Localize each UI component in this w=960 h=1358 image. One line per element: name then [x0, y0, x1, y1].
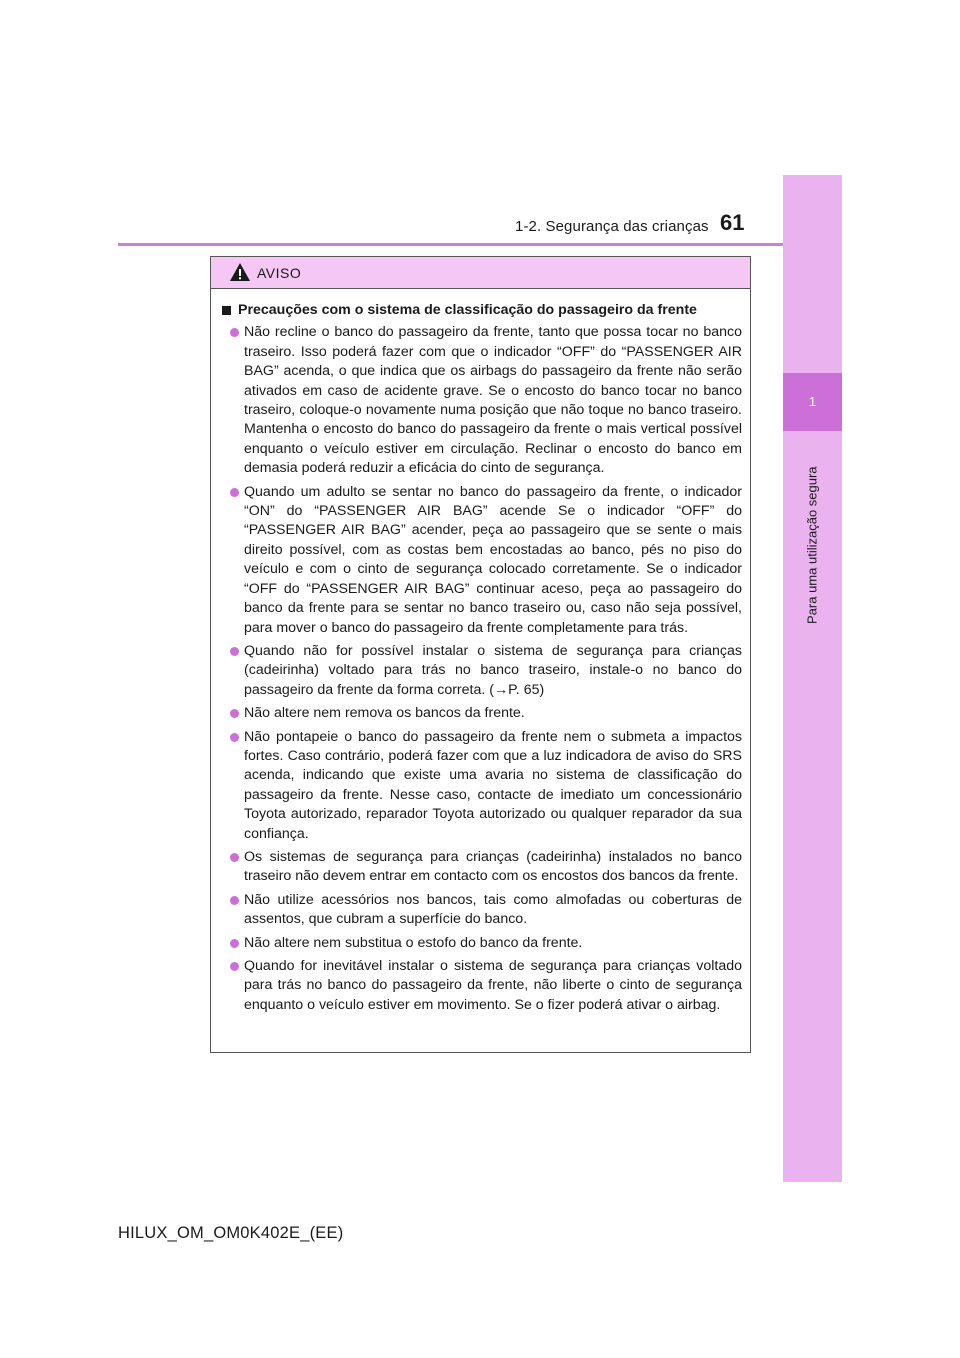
warning-item-text: Não altere nem substitua o estofo do banco da frente. [244, 934, 583, 951]
bullet-dot-icon [230, 962, 239, 971]
warning-item [220, 323, 742, 478]
bullet-dot-icon [230, 328, 239, 337]
page-number: 61 [720, 210, 745, 235]
warning-item-text: Não recline o banco do passageiro da frente, tanto que possa tocar no banco traseiro. Isso poderá fazer com que o indicador “OFF” do “PASSENGER AIR BAG” acenda, o que indica que os airbags do passageiro da frente não serão ativados em caso de acidente grave. Se o encosto do banco tocar no banco traseiro, coloque-o novamente numa posição que não toque no banco traseiro. Mantenha o encosto do banco do passageiro da frente o mais vertical possível enquanto o veículo estiver em circulação. Reclinar o encosto do banco em demasia poderá reduzir a eficácia do cinto de segurança. [244, 324, 742, 477]
warning-item-text: Quando não for possível instalar o sistema de segurança para crianças (cadeirinha) voltado para trás no banco traseiro, instale-o no banco do passageiro da frente da forma correta. (→P. 65) [244, 642, 742, 698]
warning-item [220, 728, 742, 844]
side-tab-chapter: 1 [783, 373, 842, 431]
bullet-dot-icon [230, 733, 239, 742]
warning-item [220, 957, 742, 1015]
warning-item-text: Quando um adulto se sentar no banco do passageiro da frente, o indicador “ON” do “PASSENGER AIR BAG” acende Se o indicador “OFF” do “PASSENGER AIR BAG” acender, peça ao passageiro que se sente o mais direito possível, com as costas bem encostadas ao banco, pés no piso do veículo e com o cinto de segurança colocado corretamente. Se o indicador “OFF do “PASSENGER AIR BAG” continuar aceso, peça ao passageiro do banco da frente para se sentar no banco traseiro ou, caso não seja possível, para mover o banco do passageiro da frente completamente para trás. [244, 483, 742, 636]
warning-section-title [220, 301, 742, 320]
section-header: 1-2. Segurança das crianças [515, 218, 709, 235]
warning-list [220, 323, 742, 1015]
bullet-dot-icon [230, 853, 239, 862]
warning-item [220, 704, 742, 723]
warning-item [220, 483, 742, 638]
bullet-dot-icon [230, 939, 239, 948]
warning-item-text: Não utilize acessórios nos bancos, tais como almofadas ou coberturas de assentos, que cubram a superfície do banco. [244, 891, 742, 928]
warning-item [220, 934, 742, 953]
document-code: HILUX_OM_OM0K402E_(EE) [118, 1224, 344, 1242]
warning-item [220, 891, 742, 930]
bullet-dot-icon [230, 896, 239, 905]
bullet-dot-icon [230, 709, 239, 718]
warning-section-title-text: Precauções com o sistema de classificação do passageiro da frente [238, 302, 697, 318]
square-bullet-icon [222, 306, 231, 315]
warning-title: AVISO [257, 265, 302, 281]
side-tab-label: Para uma utilização segura [804, 466, 820, 624]
warning-body [211, 289, 750, 1015]
warning-item-text: Quando for inevitável instalar o sistema de segurança para crianças voltado para trás no banco do passageiro da frente, não liberte o cinto de segurança enquanto o veículo estiver em movimento. Se o fizer poderá ativar o airbag. [244, 958, 742, 1013]
bullet-dot-icon [230, 647, 239, 656]
warning-item-text: Não pontapeie o banco do passageiro da frente nem o submeta a impactos fortes. Caso contrário, poderá fazer com que a luz indicadora de aviso do SRS acenda, indicando que existe uma avaria no sistema de classificação do passageiro da frente. Nesse caso, contacte de imediato um concessionário Toyota autorizado, reparador Toyota autorizado ou qualquer reparador da sua confiança. [244, 728, 742, 842]
header-divider [118, 243, 842, 246]
warning-item [220, 642, 742, 700]
bullet-dot-icon [230, 488, 239, 497]
warning-item [220, 848, 742, 887]
warning-header [211, 257, 750, 289]
side-tab [783, 175, 842, 1182]
warning-box [210, 256, 751, 1053]
warning-item-text: Os sistemas de segurança para crianças (cadeirinha) instalados no banco traseiro não devem entrar em contacto com os encostos dos bancos da frente. [244, 848, 742, 885]
warning-item-text: Não altere nem remova os bancos da frente. [244, 705, 525, 722]
warning-triangle-icon [229, 262, 251, 282]
